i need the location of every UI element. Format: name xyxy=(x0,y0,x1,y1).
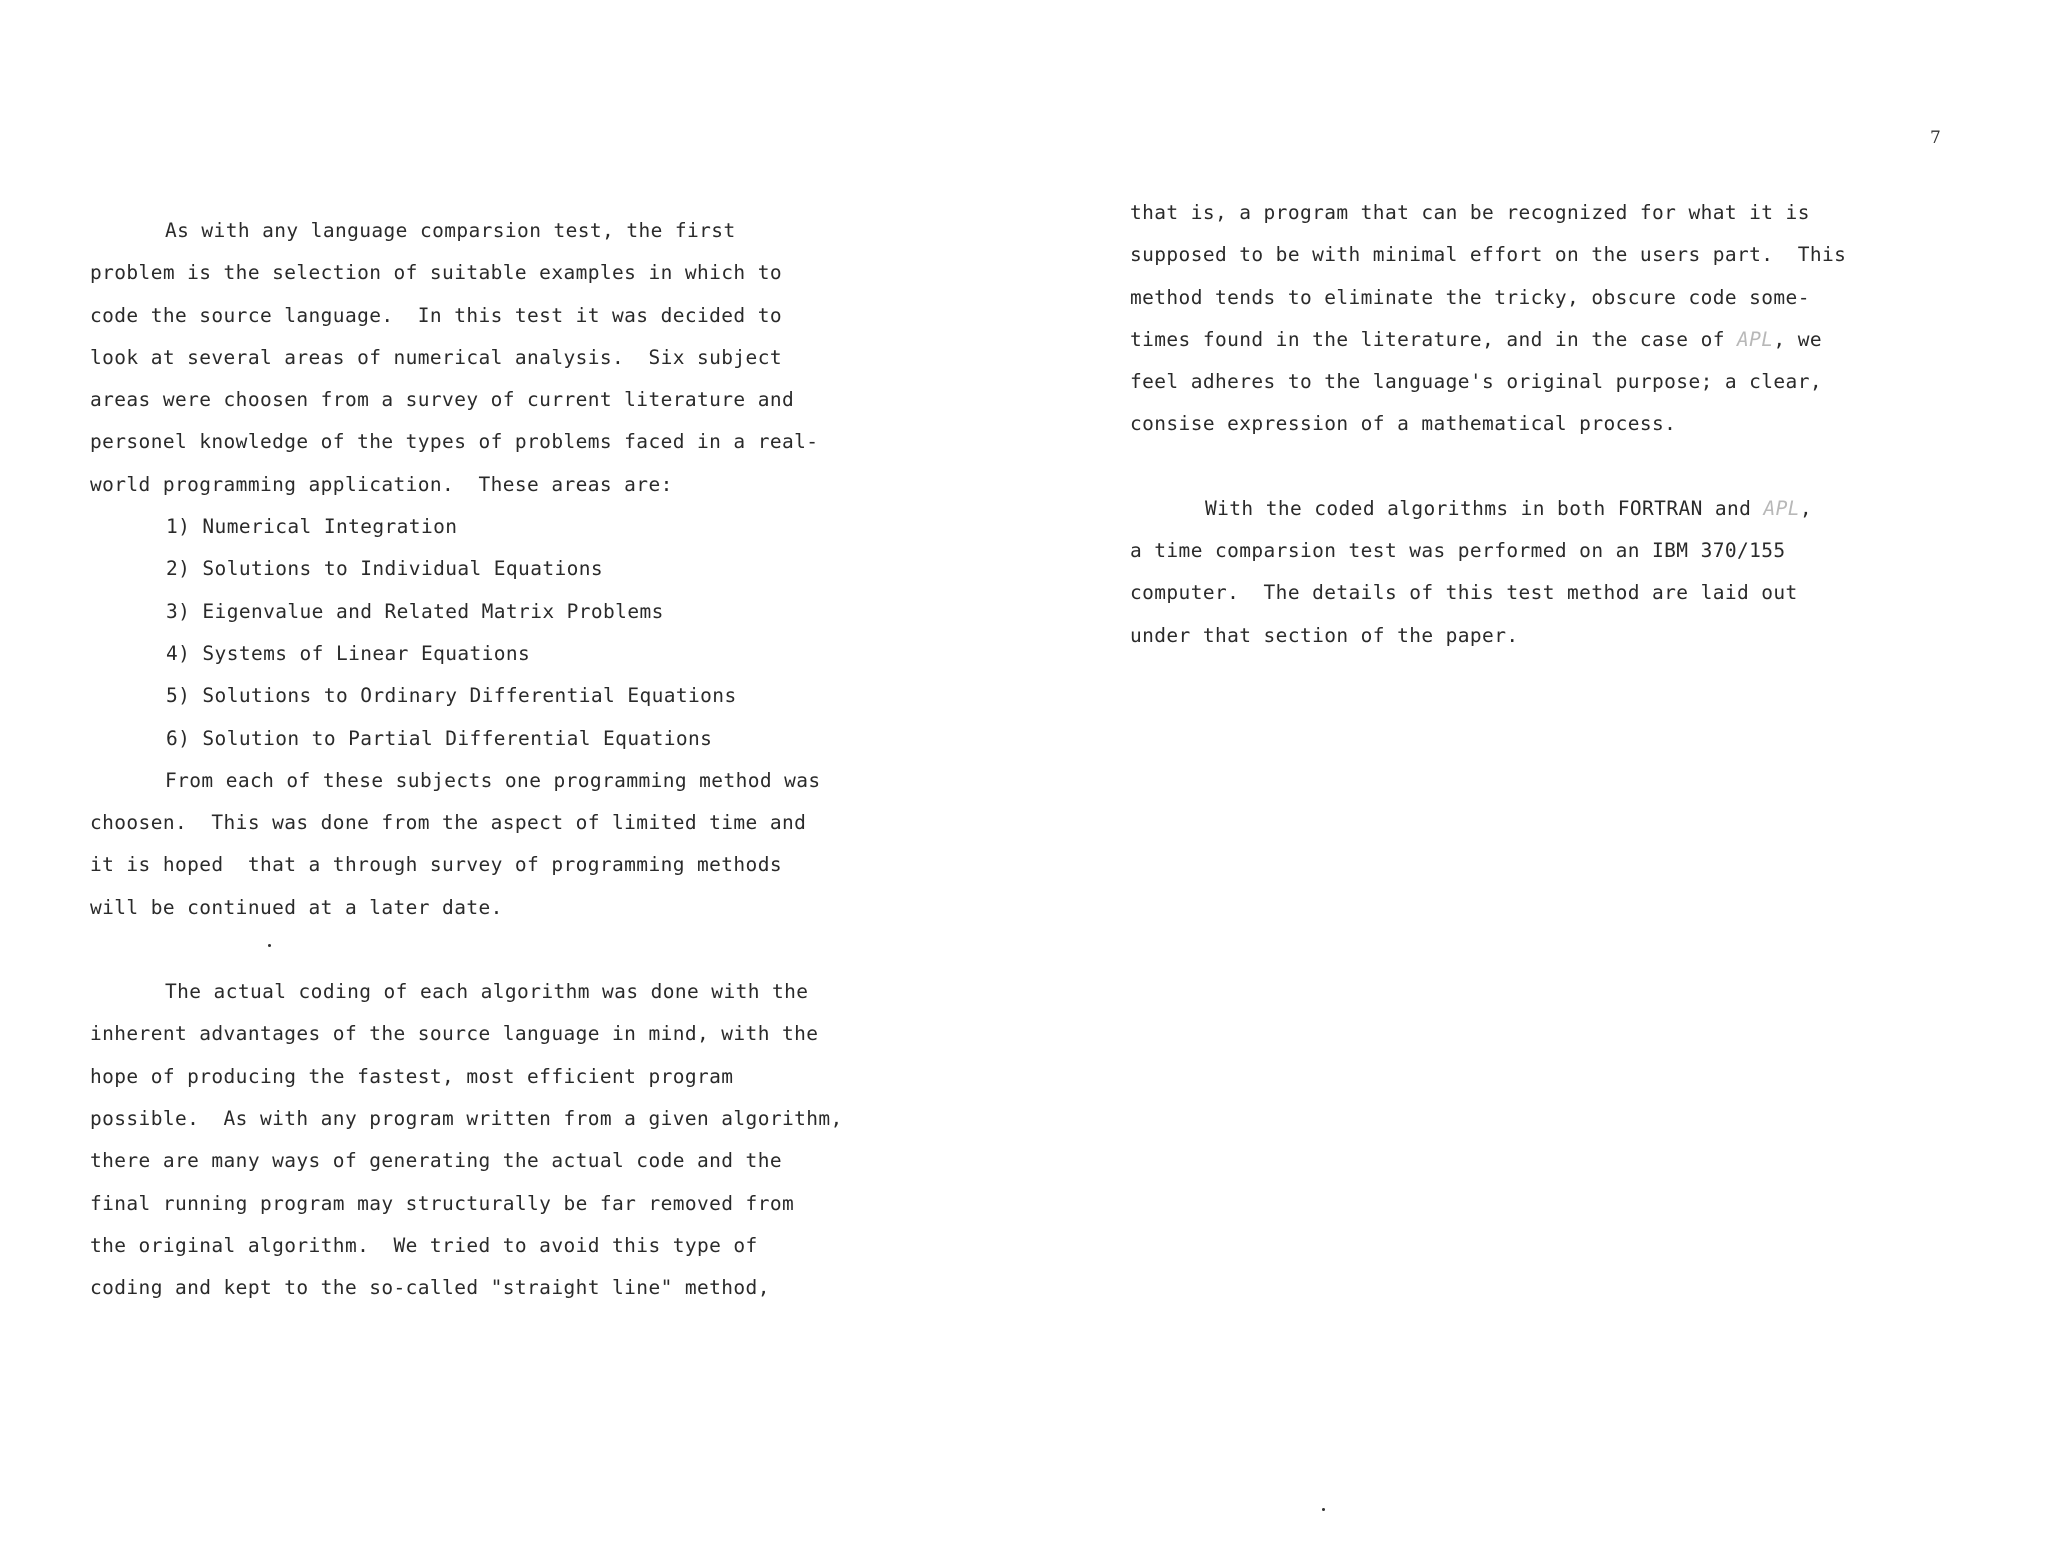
text-line: From each of these subjects one programming method was xyxy=(165,768,821,792)
text-line: method tends to eliminate the tricky, obscure code some- xyxy=(1130,285,1810,309)
list-item: 2) Solutions to Individual Equations xyxy=(166,557,604,581)
paragraph-gap xyxy=(90,929,890,971)
text-line: consise expression of a mathematical process. xyxy=(1130,412,1677,436)
text-line: The actual coding of each algorithm was done with the xyxy=(165,980,809,1004)
text-line: inherent advantages of the source language in mind, with the xyxy=(90,1022,819,1046)
text-line: coding and kept to the so-called "straight line" method, xyxy=(90,1276,770,1300)
text-line: problem is the selection of suitable examples in which to xyxy=(90,261,782,285)
text-line: a time comparsion test was performed on an IBM 370/155 xyxy=(1130,539,1786,563)
paragraph-gap xyxy=(1130,446,1930,488)
scan-speck xyxy=(1322,1508,1325,1511)
list-item: 4) Systems of Linear Equations xyxy=(166,641,531,665)
list-item: 3) Eigenvalue and Related Matrix Problems xyxy=(166,599,664,623)
scan-speck xyxy=(268,944,271,947)
text-segment: , xyxy=(1799,496,1813,520)
text-line: world programming application. These areas are: xyxy=(90,472,673,496)
text-line: code the source language. In this test it was decided to xyxy=(90,303,782,327)
text-line: areas were choosen from a survey of current literature and xyxy=(90,388,795,412)
list-item: 6) Solution to Partial Differential Equations xyxy=(166,726,713,750)
text-line: personel knowledge of the types of problems faced in a real- xyxy=(90,430,819,454)
apl-term: APL xyxy=(1763,496,1800,520)
text-line: final running program may structurally be far removed from xyxy=(90,1191,795,1215)
text-line: possible. As with any program written from a given algorithm, xyxy=(90,1106,843,1130)
list-item: 1) Numerical Integration xyxy=(166,515,458,539)
left-column xyxy=(90,210,890,1309)
right-column xyxy=(1130,192,1930,657)
text-line: feel adheres to the language's original purpose; a clear, xyxy=(1130,370,1822,394)
page-number: 7 xyxy=(1930,128,1941,148)
text-line: choosen. This was done from the aspect of limited time and xyxy=(90,811,807,835)
text-segment: times found in the literature, and in the case of xyxy=(1130,327,1737,351)
list-item: 5) Solutions to Ordinary Differential Equations xyxy=(166,684,737,708)
text-line: under that section of the paper. xyxy=(1130,623,1519,647)
text-line: that is, a program that can be recognized for what it is xyxy=(1130,201,1810,224)
apl-term: APL xyxy=(1737,327,1774,351)
text-line: it is hoped that a through survey of programming methods xyxy=(90,853,782,877)
text-line: computer. The details of this test method are laid out xyxy=(1130,581,1798,605)
text-line xyxy=(1130,488,1930,530)
text-line: As with any language comparsion test, the first xyxy=(165,219,736,242)
text-line: look at several areas of numerical analysis. Six subject xyxy=(90,345,782,369)
text-line: will be continued at a later date. xyxy=(90,895,503,919)
text-line: there are many ways of generating the actual code and the xyxy=(90,1149,782,1173)
text-line: the original algorithm. We tried to avoid this type of xyxy=(90,1233,758,1257)
text-line xyxy=(1130,319,1930,361)
text-line: supposed to be with minimal effort on the users part. This xyxy=(1130,243,1847,267)
text-line: hope of producing the fastest, most efficient program xyxy=(90,1064,734,1088)
text-segment: , we xyxy=(1773,327,1822,351)
text-segment: With the coded algorithms in both FORTRAN and xyxy=(1205,496,1764,520)
